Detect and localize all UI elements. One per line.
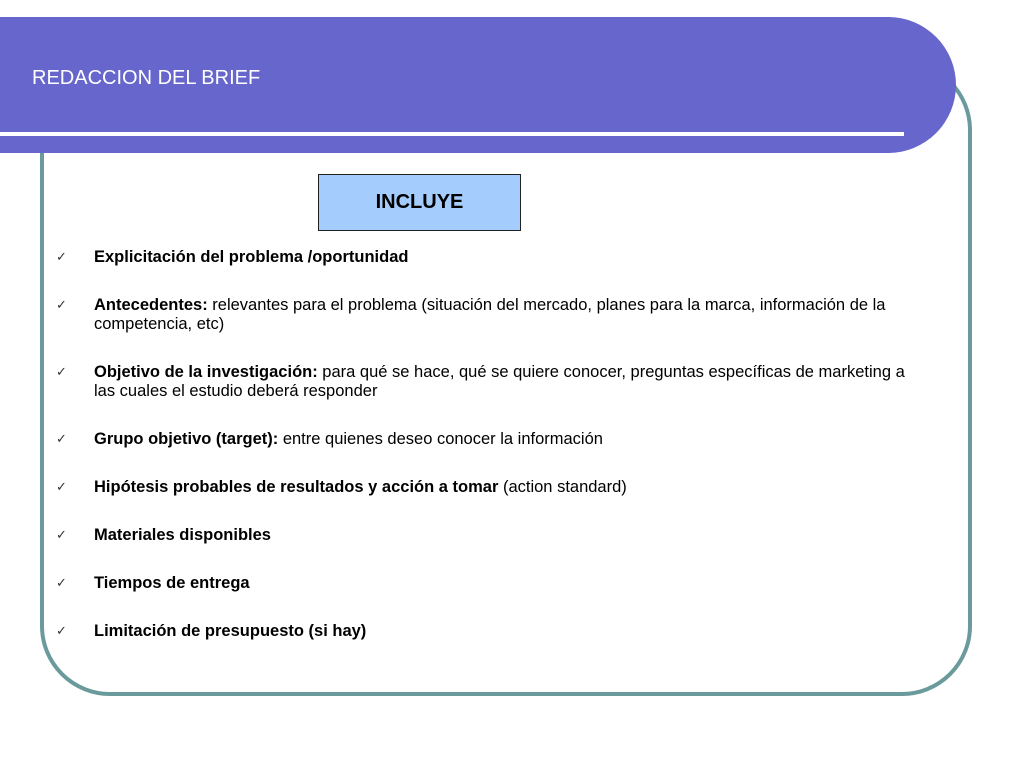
item-text: relevantes para el problema (situación del mercado, planes para la marca, información de la competencia, etc) — [94, 296, 886, 333]
list-item — [56, 622, 916, 641]
checkmark-icon: ✓ — [56, 365, 67, 380]
checkmark-icon: ✓ — [56, 480, 67, 495]
list-item — [56, 296, 916, 334]
checkmark-icon: ✓ — [56, 576, 67, 591]
slide-title: REDACCION DEL BRIEF — [32, 67, 261, 89]
item-bold: Grupo objetivo (target): — [94, 430, 279, 448]
bullet-list — [56, 248, 916, 670]
checkmark-icon: ✓ — [56, 298, 67, 313]
list-item — [56, 430, 916, 449]
item-bold: Materiales disponibles — [94, 526, 271, 544]
checkmark-icon: ✓ — [56, 432, 67, 447]
list-item — [56, 248, 916, 267]
list-item — [56, 478, 916, 497]
checkmark-icon: ✓ — [56, 624, 67, 639]
item-text: (action standard) — [498, 478, 627, 496]
item-bold: Antecedentes: — [94, 296, 208, 314]
item-text: para qué se hace, qué se quiere conocer, preguntas específicas de marketing a las cuales el estudio deberá responder — [94, 363, 905, 400]
checkmark-icon: ✓ — [56, 250, 67, 265]
list-item — [56, 363, 916, 401]
item-bold: Explicitación del problema /oportunidad — [94, 248, 409, 266]
header-divider — [0, 132, 904, 136]
checkmark-icon: ✓ — [56, 528, 67, 543]
item-bold: Limitación de presupuesto (si hay) — [94, 622, 367, 640]
item-bold: Tiempos de entrega — [94, 574, 250, 592]
incluye-box: INCLUYE — [318, 174, 521, 231]
list-item — [56, 574, 916, 593]
item-bold: Hipótesis probables de resultados y acción a tomar — [94, 478, 499, 496]
item-text: entre quienes deseo conocer la información — [278, 430, 603, 448]
item-bold: Objetivo de la investigación: — [94, 363, 318, 381]
list-item — [56, 526, 916, 545]
